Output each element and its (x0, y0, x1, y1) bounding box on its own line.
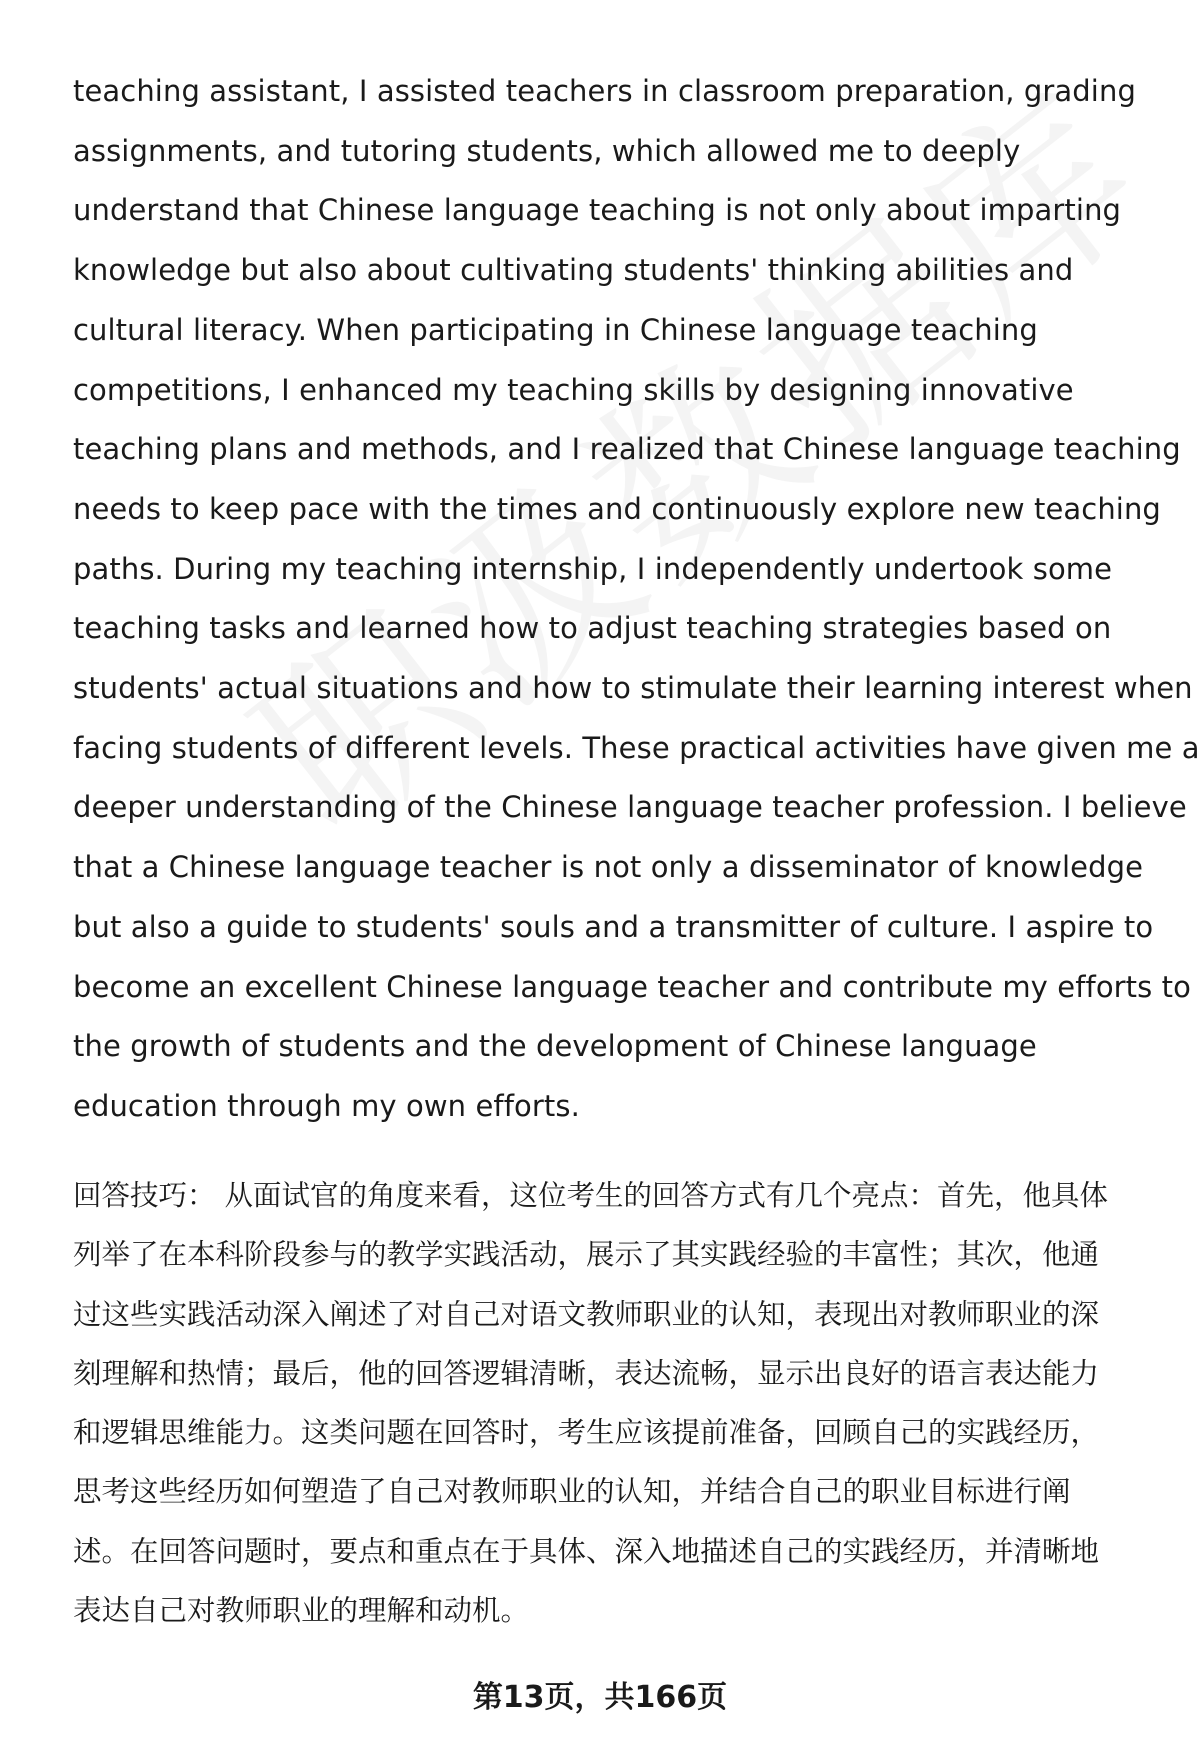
answer-line: cultural literacy. When participating in Chinese language teaching (73, 312, 1038, 347)
answer-line: understand that Chinese language teaching is not only about imparting (73, 193, 1122, 228)
answer-line: become an excellent Chinese language teacher and contribute my efforts to (73, 969, 1191, 1004)
page-number: 第13页，共166页 (472, 1680, 728, 1715)
answer-line: knowledge but also about cultivating students' thinking abilities and (73, 253, 1074, 288)
tips-line: 思考这些经历如何塑造了自己对教师职业的认知，并结合自己的职业目标进行阐 (73, 1475, 1071, 1509)
answer-line: facing students of different levels. These practical activities have given me a (73, 730, 1200, 765)
answer-line: students' actual situations and how to stimulate their learning interest when (73, 671, 1193, 706)
answer-line: teaching assistant, I assisted teachers in classroom preparation, grading (73, 74, 1136, 108)
answer-line: deeper understanding of the Chinese language teacher profession. I believe (73, 790, 1187, 825)
answer-line: competitions, I enhanced my teaching skills by designing innovative (73, 372, 1074, 407)
tips-line: 列举了在本科阶段参与的教学实践活动，展示了其实践经验的丰富性；其次，他通 (73, 1238, 1100, 1272)
tips-line: 回答技巧： 从面试官的角度来看，这位考生的回答方式有几个亮点：首先，他具体 (73, 1179, 1109, 1212)
answer-line: teaching plans and methods, and I realized that Chinese language teaching (73, 432, 1181, 467)
answer-line: paths. During my teaching internship, I independently undertook some (73, 551, 1113, 586)
tips-line: 刻理解和热情；最后，他的回答逻辑清晰，表达流畅，显示出良好的语言表达能力 (73, 1356, 1100, 1390)
answer-line: education through my own efforts. (73, 1088, 580, 1123)
tips-line: 和逻辑思维能力。这类问题在回答时，考生应该提前准备，回顾自己的实践经历， (73, 1416, 1100, 1450)
answer-line: needs to keep pace with the times and continuously explore new teaching (73, 491, 1161, 526)
tips-line: 过这些实践活动深入阐述了对自己对语文教师职业的认知，表现出对教师职业的深 (73, 1297, 1100, 1331)
answer-line: the growth of students and the development of Chinese language (73, 1029, 1037, 1064)
tips-line: 表达自己对教师职业的理解和动机。 (73, 1594, 530, 1628)
answer-line: but also a guide to students' souls and a transmitter of culture. I aspire to (73, 909, 1154, 944)
answer-paragraph (73, 62, 1200, 1137)
tips-line: 述。在回答问题时，要点和重点在于具体、深入地描述自己的实践经历，并清晰地 (73, 1534, 1100, 1568)
answer-line: assignments, and tutoring students, which allowed me to deeply (73, 133, 1021, 168)
answer-line: teaching tasks and learned how to adjust teaching strategies based on (73, 611, 1112, 646)
tips-paragraph (73, 1166, 1168, 1640)
answer-line: that a Chinese language teacher is not only a disseminator of knowledge (73, 850, 1144, 885)
